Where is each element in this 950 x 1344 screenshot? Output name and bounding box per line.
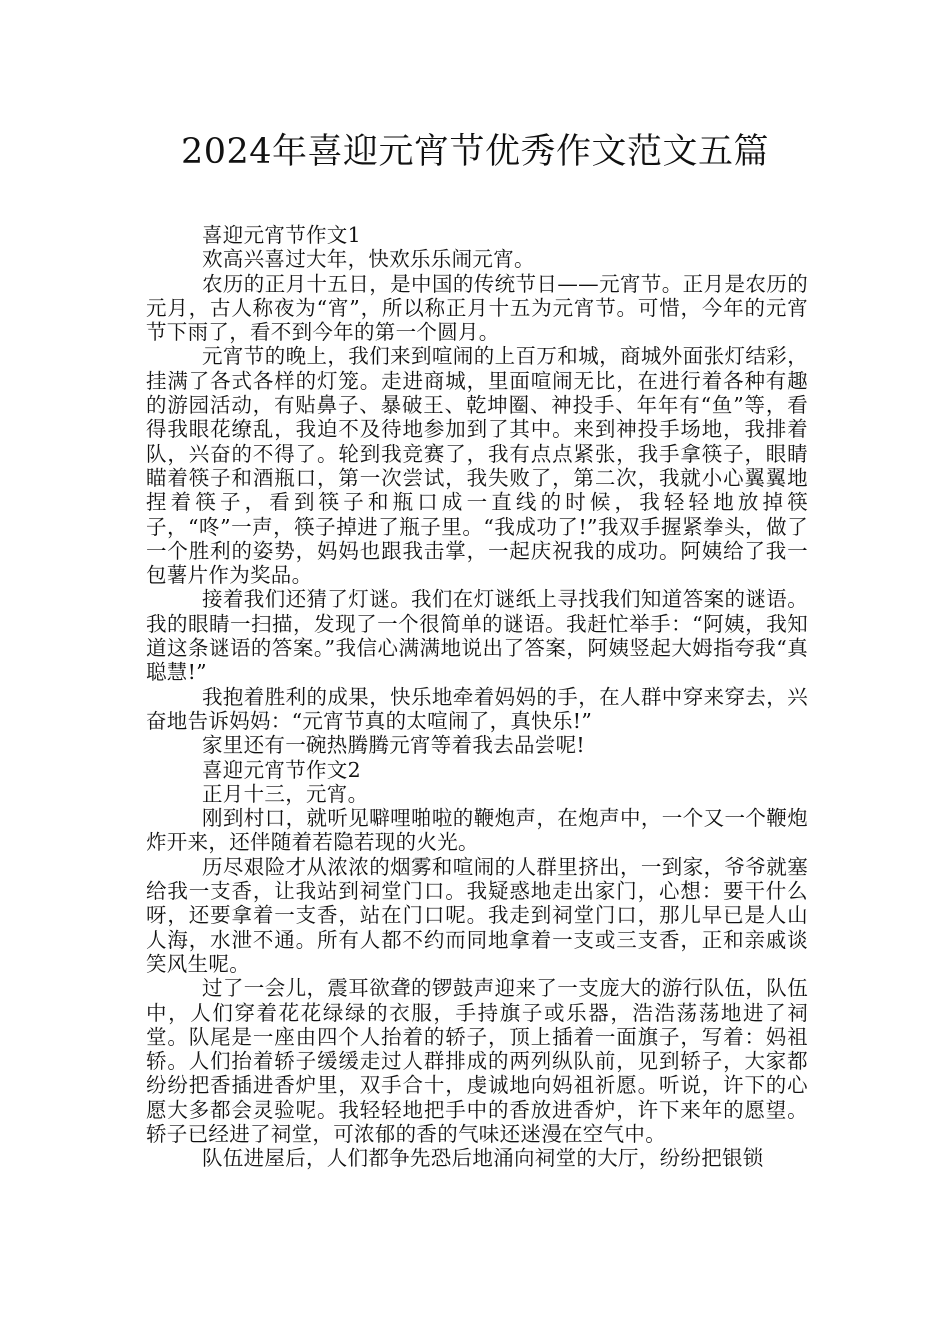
paragraph: 队伍进屋后，人们都争先恐后地涌向祠堂的大厅，纷纷把银锁 (202, 1146, 764, 1171)
paragraph: 家里还有一碗热腾腾元宵等着我去品尝呢! (202, 733, 585, 758)
paragraph: 我抱着胜利的成果，快乐地牵着妈妈的手，在人群中穿来穿去，兴奋地告诉妈妈：“元宵节真的太喧闹了，真快乐!” (146, 684, 808, 733)
section-heading-2: 喜迎元宵节作文2 (202, 757, 361, 782)
paragraph: 欢高兴喜过大年，快欢乐乐闹元宵。 (202, 247, 535, 272)
document-body (146, 223, 808, 1171)
document-title: 2024年喜迎元宵节优秀作文范文五篇 (180, 132, 770, 172)
paragraph: 农历的正月十五日，是中国的传统节日——元宵节。正月是农历的元月，古人称夜为“宵”，所以称正月十五为元宵节。可惜，今年的元宵节下雨了，看不到今年的第一个圆月。 (146, 271, 808, 345)
paragraph: 历尽艰险才从浓浓的烟雾和喧闹的人群里挤出，一到家，爷爷就塞给我一支香，让我站到祠堂门口。我疑惑地走出家门，心想：要干什么呀，还要拿着一支香，站在门口呢。我走到祠堂门口，那儿早已是人山人海，水泄不通。所有人都不约而同地拿着一支或三支香，正和亲戚谈笑风生呢。 (146, 854, 808, 976)
paragraph: 刚到村口，就听见噼哩啪啦的鞭炮声，在炮声中，一个又一个鞭炮炸开来，还伴随着若隐若现的火光。 (146, 806, 808, 855)
paragraph: 正月十三，元宵。 (202, 781, 369, 806)
paragraph: 元宵节的晚上，我们来到喧闹的上百万和城，商城外面张灯结彩，挂满了各式各样的灯笼。走进商城，里面喧闹无比，在进行着各种有趣的游园活动，有贴鼻子、暴破王、乾坤圈、神投手、年年有“鱼”等，看得我眼花缭乱，我迫不及待地参加到了其中。来到神投手场地，我排着队，兴奋的不得了。轮到我竞赛了，我有点点紧张，我手拿筷子，眼睛瞄着筷子和酒瓶口，第一次尝试，我失败了，第二次，我就小心翼翼地捏着筷子，看到筷子和瓶口成一直线的时候，我轻轻地放掉筷子，“咚”一声，筷子掉进了瓶子里。“我成功了!”我双手握紧拳头，做了一个胜利的姿势，妈妈也跟我击掌，一起庆祝我的成功。阿姨给了我一包薯片作为奖品。 (146, 344, 808, 588)
paragraph: 过了一会儿，震耳欲聋的锣鼓声迎来了一支庞大的游行队伍，队伍中，人们穿着花花绿绿的衣服，手持旗子或乐器，浩浩荡荡地进了祠堂。队尾是一座由四个人抬着的轿子，顶上插着一面旗子，写着：妈祖轿。人们抬着轿子缓缓走过人群排成的两列纵队前，见到轿子，大家都纷纷把香插进香炉里，双手合十，虔诚地向妈祖祈愿。听说，许下的心愿大多都会灵验呢。我轻轻地把手中的香放进香炉，许下来年的愿望。轿子已经进了祠堂，可浓郁的香的气味还迷漫在空气中。 (146, 976, 808, 1146)
paragraph: 接着我们还猜了灯谜。我们在灯谜纸上寻找我们知道答案的谜语。我的眼睛一扫描，发现了一个很简单的谜语。我赶忙举手：“阿姨，我知道这条谜语的答案。”我信心满满地说出了答案，阿姨竖起大姆指夸我“真聪慧!” (146, 587, 808, 685)
section-heading-1: 喜迎元宵节作文1 (202, 223, 361, 247)
